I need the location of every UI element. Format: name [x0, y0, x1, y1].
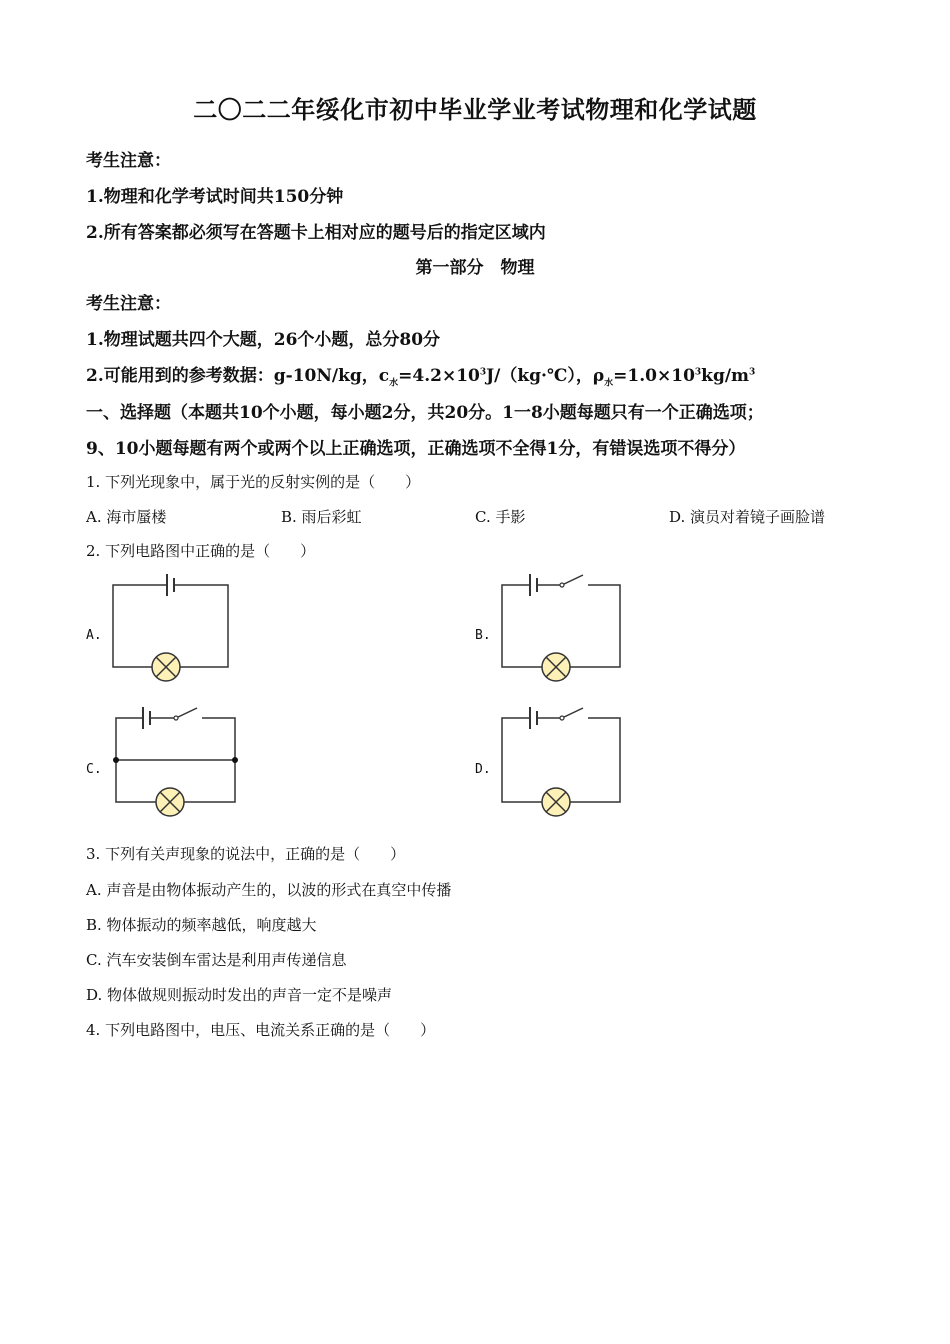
- switch-blade: [562, 575, 583, 585]
- circuit-c-diagram: [100, 703, 250, 823]
- question-4-stem: 4. 下列电路图中，电压、电流关系正确的是（ ）: [86, 1021, 436, 1039]
- circuit-b-label: B.: [475, 628, 491, 643]
- lamp-icon: [542, 653, 570, 681]
- question-1-stem: 1. 下列光现象中，属于光的反射实例的是（ ）: [86, 473, 421, 491]
- circuit-c-label: C.: [86, 762, 102, 777]
- question-1-option-d: D. 演员对着镜子画脸谱: [669, 508, 826, 526]
- lamp-icon: [152, 653, 180, 681]
- question-3-option-a: A. 声音是由物体振动产生的，以波的形式在真空中传播: [86, 881, 452, 899]
- part-title: 第一部分 物理: [415, 258, 535, 278]
- circuit-d-label: D.: [475, 762, 491, 777]
- lamp-icon: [156, 788, 184, 816]
- section-heading-line-2: 9、10小题每题有两个或两个以上正确选项，正确选项不全得1分，有错误选项不得分）: [86, 439, 746, 459]
- question-2-stem: 2. 下列电路图中正确的是（ ）: [86, 542, 316, 560]
- question-3-option-b: B. 物体振动的频率越低，响度越大: [86, 916, 317, 934]
- physics-notice-item-1: 1.物理试题共四个大题，26个小题，总分80分: [86, 330, 441, 350]
- question-1-option-c: C. 手影: [475, 508, 526, 526]
- physics-notice-heading: 考生注意：: [86, 294, 171, 314]
- question-3-option-d: D. 物体做规则振动时发出的声音一定不是噪声: [86, 986, 393, 1004]
- lamp-icon: [542, 788, 570, 816]
- circuit-b-diagram: [490, 570, 640, 690]
- page-title: 二〇二二年绥化市初中毕业学业考试物理和化学试题: [193, 95, 757, 124]
- section-heading-line-1: 一、选择题（本题共10个小题，每小题2分，共20分。1一8小题每题只有一个正确选项；: [86, 403, 764, 423]
- question-1-option-a: A. 海市蜃楼: [86, 508, 167, 526]
- question-3-stem: 3. 下列有关声现象的说法中，正确的是（ ）: [86, 845, 406, 863]
- notice-item-2: 2.所有答案都必须写在答题卡上相对应的题号后的指定区域内: [86, 223, 546, 243]
- question-3-option-c: C. 汽车安装倒车雷达是利用声传递信息: [86, 951, 347, 969]
- notice-heading: 考生注意：: [86, 151, 171, 171]
- circuit-a-label: A.: [86, 628, 102, 643]
- question-1-option-b: B. 雨后彩虹: [281, 508, 362, 526]
- physics-notice-item-2: 2.可能用到的参考数据：g-10N/kg，$c_水=4.2\times 10^3J/(kg\cdot℃)$，$\rho_水=1.0\times 10^3kg/m^3$: [86, 366, 756, 389]
- circuit-a-diagram: [100, 570, 250, 690]
- circuit-d-diagram: [490, 703, 640, 823]
- notice-item-1: 1.物理和化学考试时间共150分钟: [86, 187, 344, 207]
